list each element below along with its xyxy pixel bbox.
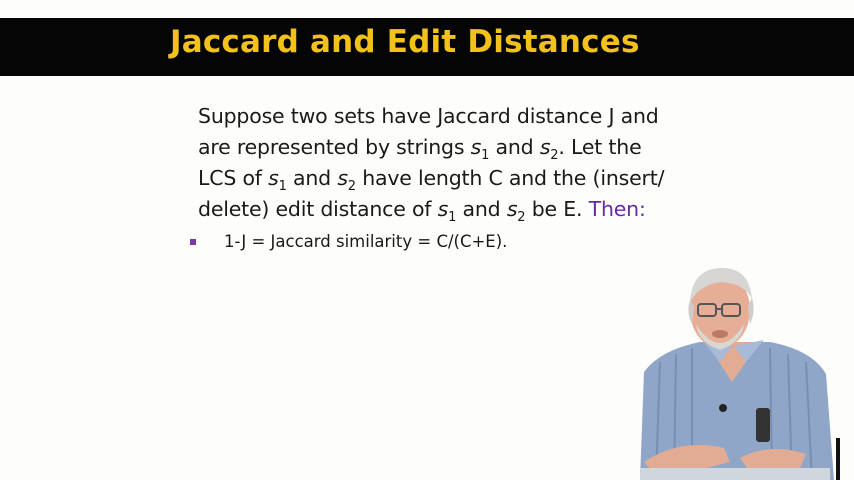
slide-paragraph: [198, 101, 718, 225]
paragraph-line-3: LCS of $s_1$ and $s_2$ have length C and the (insert/: [198, 166, 665, 194]
paragraph-line-2: are represented by strings $s_1$ and $s_2$. Let the: [198, 135, 642, 163]
paragraph-line-1: Suppose two sets have Jaccard distance J and: [198, 104, 659, 128]
slide-title: Jaccard and Edit Distances: [170, 24, 640, 60]
paragraph-line-4: delete) edit distance of $s_1$ and $s_2$ be E. Then:: [198, 197, 646, 225]
bullet-item: [190, 232, 507, 251]
then-keyword: Then:: [588, 197, 646, 221]
square-bullet-icon: [190, 239, 196, 245]
lecturer-video-figure: [620, 262, 854, 480]
bullet-text: 1-J = Jaccard similarity = C/(C+E).: [224, 232, 508, 251]
